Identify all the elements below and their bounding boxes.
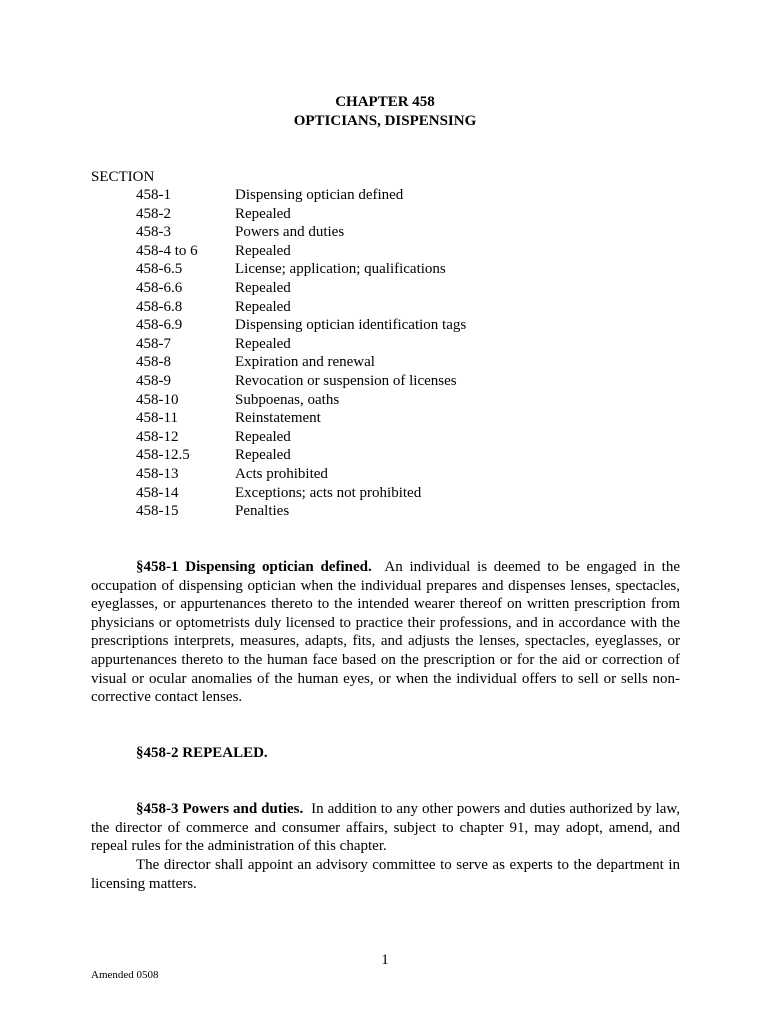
toc-number: 458-6.9 <box>136 317 183 334</box>
toc-title: Exceptions; acts not prohibited <box>235 484 422 501</box>
toc-number: 458-9 <box>136 372 171 389</box>
toc-number: 458-8 <box>136 354 171 371</box>
toc-title: Reinstatement <box>235 410 321 427</box>
section-458-1-paragraph <box>91 558 680 707</box>
toc-row <box>136 502 636 521</box>
toc-number: 458-7 <box>136 335 171 352</box>
toc-row <box>136 335 636 354</box>
toc-title: License; application; qualifications <box>235 261 446 278</box>
toc-row <box>136 465 636 484</box>
chapter-heading <box>0 93 770 131</box>
toc-number: 458-6.5 <box>136 261 183 278</box>
toc-title: Repealed <box>235 279 291 296</box>
section-458-1-heading: §458-1 Dispensing optician defined. <box>136 559 372 575</box>
footer-amended-note: Amended 0508 <box>91 969 159 981</box>
toc-number: 458-6.6 <box>136 279 183 296</box>
toc-number: 458-12.5 <box>136 447 190 464</box>
toc-number: 458-4 to 6 <box>136 242 198 259</box>
toc-number: 458-12 <box>136 428 179 445</box>
section-458-3-heading: §458-3 Powers and duties. <box>136 801 304 817</box>
toc-number: 458-2 <box>136 205 171 222</box>
section-458-3-paragraph-2: The director shall appoint an advisory committee to serve as experts to the department in licensing matters. <box>91 857 680 892</box>
toc-title: Repealed <box>235 242 291 259</box>
toc-title: Repealed <box>235 205 291 222</box>
page-number: 1 <box>381 952 389 968</box>
toc-row <box>136 353 636 372</box>
section-458-3-paragraph <box>91 800 680 856</box>
section-458-2-paragraph <box>91 744 680 763</box>
section-458-1-text: An individual is deemed to be engaged in the occupation of dispensing optician when the individual prepares and dispenses lenses, spectacles, eyeglasses, or appurtenances thereto to the intended wearer thereof on written prescription from physicians or optometrists duly licensed to practice their professions, and in accordance with the prescriptions interprets, measures, adapts, fits, and adjusts the lenses, spectacles, eyeglasses, or appurtenances thereto to the human face based on the prescription or for the aid or correction of visual or ocular anomalies of the human eyes, or when the individual offers to sell or sells non-corrective contact lenses. <box>91 559 680 706</box>
chapter-number: CHAPTER 458 <box>335 94 435 110</box>
toc-number: 458-6.8 <box>136 298 183 315</box>
toc-row <box>136 391 636 410</box>
table-of-contents <box>136 186 636 521</box>
toc-number: 458-14 <box>136 484 179 501</box>
toc-number: 458-3 <box>136 224 171 241</box>
toc-row <box>136 279 636 298</box>
toc-row <box>136 428 636 447</box>
toc-row <box>136 186 636 205</box>
section-458-3-text: In addition to any other powers and duties authorized by law, the director of commerce and consumer affairs, subject to chapter 91, may adopt, amend, and repeal rules for the administration of this chapter. <box>91 801 680 855</box>
toc-title: Revocation or suspension of licenses <box>235 372 457 389</box>
toc-number: 458-10 <box>136 391 179 408</box>
toc-title: Repealed <box>235 335 291 352</box>
toc-row <box>136 316 636 335</box>
section-458-2-heading: §458-2 REPEALED. <box>136 745 268 761</box>
toc-title: Penalties <box>235 503 290 520</box>
toc-number: 458-1 <box>136 187 171 203</box>
toc-number: 458-11 <box>136 410 178 427</box>
toc-row <box>136 409 636 428</box>
toc-row <box>136 260 636 279</box>
toc-row <box>136 205 636 224</box>
toc-title: Subpoenas, oaths <box>235 391 340 408</box>
toc-title: Dispensing optician defined <box>235 187 404 203</box>
section-label: SECTION <box>91 169 155 185</box>
toc-row <box>136 223 636 242</box>
toc-row <box>136 298 636 317</box>
toc-number: 458-13 <box>136 465 179 482</box>
toc-title: Repealed <box>235 428 291 445</box>
toc-title: Dispensing optician identification tags <box>235 317 467 334</box>
toc-row <box>136 446 636 465</box>
toc-row <box>136 484 636 503</box>
toc-number: 458-15 <box>136 503 179 520</box>
toc-title: Repealed <box>235 447 291 464</box>
toc-title: Powers and duties <box>235 224 345 241</box>
toc-title: Acts prohibited <box>235 465 328 482</box>
toc-row <box>136 242 636 261</box>
chapter-title: OPTICIANS, DISPENSING <box>293 113 477 129</box>
toc-row <box>136 372 636 391</box>
toc-title: Repealed <box>235 298 291 315</box>
toc-title: Expiration and renewal <box>235 354 375 371</box>
